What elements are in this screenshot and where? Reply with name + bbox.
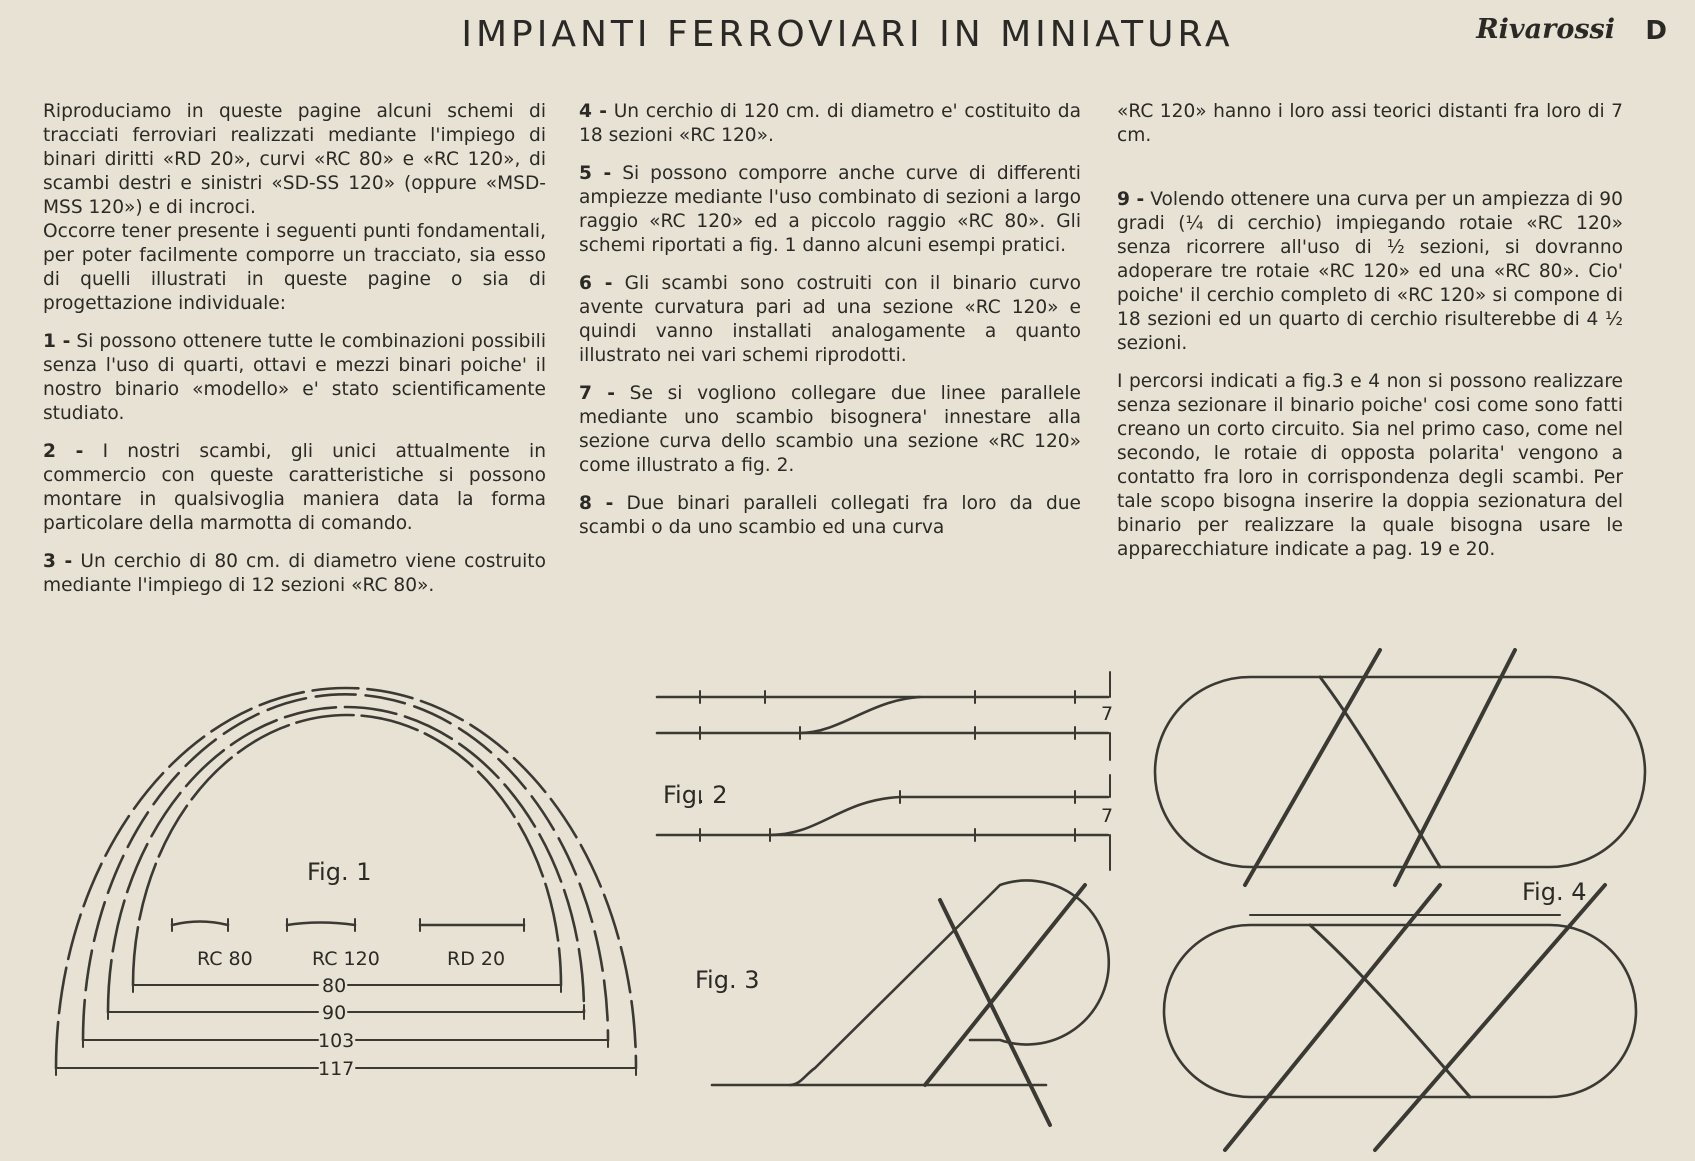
fig2-diagram — [657, 672, 1110, 870]
fig1-label: Fig. 1 — [307, 858, 372, 886]
fig1-dim-103: 103 — [318, 1030, 355, 1052]
point-number: 8 - — [579, 493, 614, 514]
fig1-legend-rc80-piece — [172, 922, 228, 926]
page-title: IMPIANTI FERROVIARI IN MINIATURA — [461, 14, 1234, 55]
fig2-ticks — [700, 691, 1075, 841]
fig3-track — [712, 881, 1109, 1086]
point-text: Si possono ottenere tutte le combinazioni possibili senza l'uso di quarti, ottavi e mezzi binari poiche' il nostro binario «modello» e' stato scientificamente studiato. — [43, 331, 546, 424]
point-text: I nostri scambi, gli unici attualmente in commercio con queste caratteristiche si possono montare in qualsivoglia maniera data la forma particolare della marmotta di comando. — [43, 441, 546, 534]
fig4-diagonal-curve — [1320, 677, 1440, 867]
fig3-diagram — [712, 881, 1109, 1126]
fig1-legend-rc120: RC 120 — [312, 948, 380, 970]
point-text: Si possono comporre anche curve di differenti ampiezze mediante l'uso combinato di sezioni a largo raggio «RC 120» ed a piccolo raggio «RC 80». Gli schemi riportati a fig. 1 danno alcuni esempi pratici. — [579, 163, 1081, 256]
point-text: Un cerchio di 120 cm. di diametro e' costituito da 18 sezioni «RC 120». — [579, 101, 1081, 146]
intro-paragraph-2: Occorre tener presente i seguenti punti fondamentali, per poter facilmente comporre un tracciato, sia esso di quelli illustrati in queste pagine o sia di progettazione individuale: — [43, 221, 546, 314]
point-text: Volendo ottenere una curva per un ampiezza di 90 gradi (¼ di cerchio) impiegando rotaie «RC 120» senza ricorrere all'uso di ½ sezioni, si dovranno adoperare tre rotaie «RC 120» ed una «RC 80». Cio' poiche' il cerchio completo di «RC 120» si compone di 18 sezioni ed un quarto di cerchio risulterebbe di 4 ½ sezioni. — [1117, 189, 1623, 354]
page-letter: D — [1645, 16, 1667, 46]
fig1-dim-90: 90 — [322, 1002, 347, 1024]
fig4-diagonal — [1245, 650, 1380, 885]
fig4-bottom-diagram — [1164, 885, 1636, 1150]
intro-paragraph: Riproduciamo in queste pagine alcuni schemi di tracciati ferroviari realizzati mediante l'impiego di binari diritti «RD 20», curvi «RC 80» e «RC 120», di scambi destri e sinistri «SD-SS 120» (oppure «MSD-MSS 120») e di incroci. — [43, 101, 546, 218]
fig1-dim-80: 80 — [322, 975, 347, 997]
point-number: 9 - — [1117, 189, 1145, 210]
fig4-label: Fig. 4 — [1522, 878, 1587, 906]
fig1-legend-rc80: RC 80 — [197, 948, 253, 970]
point-text: Gli scambi sono costruiti con il binario curvo avente curvatura pari ad una sezione «RC 120» e quindi vanno installati analogamente a quanto illustrato nei vari schemi riprodotti. — [579, 273, 1081, 366]
fig1-legend-rd20: RD 20 — [447, 948, 506, 970]
fig4-oval — [1155, 677, 1645, 867]
fig4-diagonal — [1395, 650, 1515, 885]
fig3-diagonal — [940, 900, 1050, 1125]
fig4-diagonal-curve — [1310, 925, 1470, 1097]
point-number: 4 - — [579, 101, 607, 122]
fig2-turnout-curve — [800, 697, 920, 733]
fig4-oval — [1164, 925, 1636, 1097]
point-number: 6 - — [579, 273, 613, 294]
point-number: 3 - — [43, 551, 73, 572]
fig1-legend-rc120-piece — [287, 923, 355, 926]
point-text: Se si vogliono collegare due linee parallele mediante uno scambio bisognera' innestare alla sezione curva dello scambio una sezione «RC 120» come illustrato a fig. 2. — [579, 383, 1081, 476]
fig2-turnout-curve — [770, 797, 1108, 835]
point-text: Un cerchio di 80 cm. di diametro viene costruito mediante l'impiego di 12 sezioni «RC 80». — [43, 551, 546, 596]
fig2-dim-a: 7 — [1101, 703, 1114, 725]
fig2-label: Fig. 2 — [663, 781, 728, 809]
brand-logo: Rivarossi — [1476, 14, 1615, 45]
closing-paragraph: I percorsi indicati a fig.3 e 4 non si possono realizzare senza sezionare il binario poiche' cosi come sono fatti creano un corto circuito. Sia nel primo caso, come nel secondo, le rotaie di opposta polarita' vengono a contatto fra loro in corrispondenza degli scambi. Per tale scopo bisogna inserire la doppia sezionatura del binario per realizzare la quale bisogna usare le apparecchiature indicate a pag. 19 e 20. — [1117, 371, 1623, 560]
point-8-continued: «RC 120» hanno i loro assi teorici distanti fra loro di 7 cm. — [1117, 101, 1623, 146]
fig2-dim-b: 7 — [1101, 805, 1114, 827]
point-text: Due binari paralleli collegati fra loro da due scambi o da uno scambio ed una curva — [579, 493, 1081, 538]
fig3-label: Fig. 3 — [695, 966, 760, 994]
point-number: 2 - — [43, 441, 84, 462]
point-number: 7 - — [579, 383, 615, 404]
fig1-dim-117: 117 — [318, 1058, 355, 1080]
point-number: 5 - — [579, 163, 612, 184]
point-number: 1 - — [43, 331, 71, 352]
fig4-top-diagram — [1155, 650, 1645, 885]
